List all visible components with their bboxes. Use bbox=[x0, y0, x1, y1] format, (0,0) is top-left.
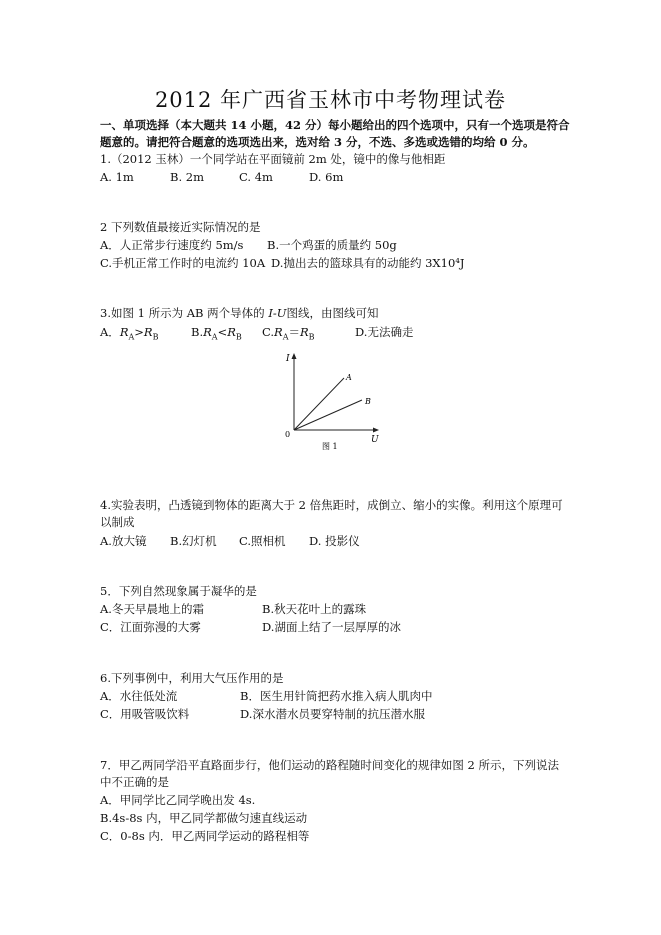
origin-label: 0 bbox=[285, 430, 291, 439]
question-7-option-a: A．甲同学比乙同学晚出发 4s. bbox=[100, 793, 256, 807]
question-4-option-b: B.幻灯机 bbox=[170, 534, 217, 548]
question-3-iu-symbol: I-U bbox=[268, 306, 287, 320]
question-2-stem: 2 下列数值最接近实际情况的是 bbox=[100, 220, 261, 234]
question-5-option-b: B.秋天花叶上的露珠 bbox=[262, 602, 367, 616]
resistance-symbol: R bbox=[143, 325, 153, 339]
question-7-stem-line-2: 中不正确的是 bbox=[100, 775, 169, 789]
question-1-option-d: D. 6m bbox=[309, 170, 344, 184]
resistance-symbol: R bbox=[274, 325, 283, 339]
subscript: B bbox=[235, 332, 242, 342]
resistance-symbol: R bbox=[203, 325, 212, 339]
question-3-stem bbox=[100, 305, 378, 322]
line-a bbox=[294, 378, 344, 430]
question-3-option-d: D.无法确走 bbox=[355, 325, 414, 339]
line-b bbox=[294, 400, 362, 430]
y-axis-arrow-icon bbox=[292, 353, 297, 359]
question-1-stem: 1.（2012 玉林）一个同学站在平面镜前 2m 处，镜中的像与他相距 bbox=[100, 152, 446, 166]
question-2-option-a: A．人正常步行速度约 5m/s bbox=[100, 238, 244, 252]
x-axis-arrow-icon bbox=[373, 428, 379, 433]
option-prefix: B. bbox=[191, 325, 204, 339]
question-7-stem-line-1: 7．甲乙两同学沿平直路面步行，他们运动的路程随时间变化的规律如图 2 所示，下列说法 bbox=[100, 758, 559, 772]
question-5-option-a: A.冬天早晨地上的霜 bbox=[100, 602, 204, 616]
y-axis-label: I bbox=[286, 354, 290, 364]
question-4-option-c: C.照相机 bbox=[239, 534, 286, 548]
question-6-stem: 6.下列事例中，利用大气压作用的是 bbox=[100, 671, 284, 685]
question-4-option-d: D. 投影仪 bbox=[309, 534, 360, 548]
subscript: B bbox=[152, 332, 159, 342]
question-5-stem: 5．下列自然现象属于凝华的是 bbox=[100, 584, 257, 598]
question-2-option-d: D.抛出去的篮球具有的动能约 3X10⁴J bbox=[271, 256, 465, 270]
question-3-option-c bbox=[262, 324, 315, 345]
question-5-option-d: D.湖面上结了一层厚厚的冰 bbox=[262, 620, 401, 634]
figure-1-caption: 图 1 bbox=[322, 442, 338, 451]
operator: ＝ bbox=[288, 325, 300, 339]
x-axis-label: U bbox=[371, 435, 379, 445]
line-a-label: A bbox=[346, 373, 352, 382]
question-2-option-c: C.手机正常工作时的电流约 10A bbox=[100, 256, 266, 270]
question-4-stem-line-1: 4.实验表明，凸透镜到物体的距离大于 2 倍焦距时，成倒立、缩小的实像。利用这个原理可 bbox=[100, 498, 563, 512]
question-2-option-b: B.一个鸡蛋的质量约 50g bbox=[267, 238, 397, 252]
subscript: A bbox=[128, 332, 135, 342]
section-instruction-line-2: 题意的。请把符合题意的选项选出来，选对给 3 分，不选、多选或选错的均给 0 分。 bbox=[100, 135, 535, 149]
question-6-option-c: C．用吸管吸饮料 bbox=[100, 707, 190, 721]
line-b-label: B bbox=[365, 397, 371, 406]
question-3-option-b bbox=[191, 324, 242, 345]
resistance-symbol: R bbox=[119, 325, 129, 339]
figure-1-iu-graph bbox=[280, 350, 390, 455]
page-title: 2012 年广西省玉林市中考物理试卷 bbox=[154, 88, 507, 112]
subscript: A bbox=[211, 332, 218, 342]
resistance-symbol: R bbox=[300, 325, 309, 339]
question-6-option-a: A．水往低处流 bbox=[100, 689, 178, 703]
resistance-symbol: R bbox=[227, 325, 236, 339]
question-1-option-c: C. 4m bbox=[239, 170, 273, 184]
subscript: B bbox=[308, 332, 315, 342]
question-4-stem-line-2: 以制成 bbox=[100, 515, 135, 529]
option-prefix: C. bbox=[262, 325, 275, 339]
question-3-stem-end: 图线，由图线可知 bbox=[286, 306, 379, 320]
section-instruction-line-1: 一、单项选择（本大题共 14 小题，42 分）每小题给出的四个选项中，只有一个选项是符合 bbox=[100, 118, 570, 132]
question-6-option-b: B．医生用针筒把药水推入病人肌肉中 bbox=[240, 689, 433, 703]
operator: > bbox=[134, 325, 144, 339]
question-1-option-b: B. 2m bbox=[170, 170, 204, 184]
question-6-option-d: D.深水潜水员要穿特制的抗压潜水服 bbox=[240, 707, 425, 721]
question-3-option-a bbox=[100, 324, 158, 345]
operator: < bbox=[217, 325, 228, 339]
option-prefix: A． bbox=[100, 325, 120, 339]
question-4-option-a: A.放大镜 bbox=[100, 534, 147, 548]
subscript: A bbox=[282, 332, 289, 342]
question-1-option-a: A. 1m bbox=[100, 170, 134, 184]
question-3-stem-start: 3.如图 1 所示为 AB 两个导体的 bbox=[100, 306, 269, 320]
question-7-option-b: B.4s-8s 内，甲乙同学都做匀速直线运动 bbox=[100, 811, 308, 825]
question-7-option-c: C．0-8s 内．甲乙两同学运动的路程相等 bbox=[100, 829, 310, 843]
question-5-option-c: C．江面弥漫的大雾 bbox=[100, 620, 201, 634]
